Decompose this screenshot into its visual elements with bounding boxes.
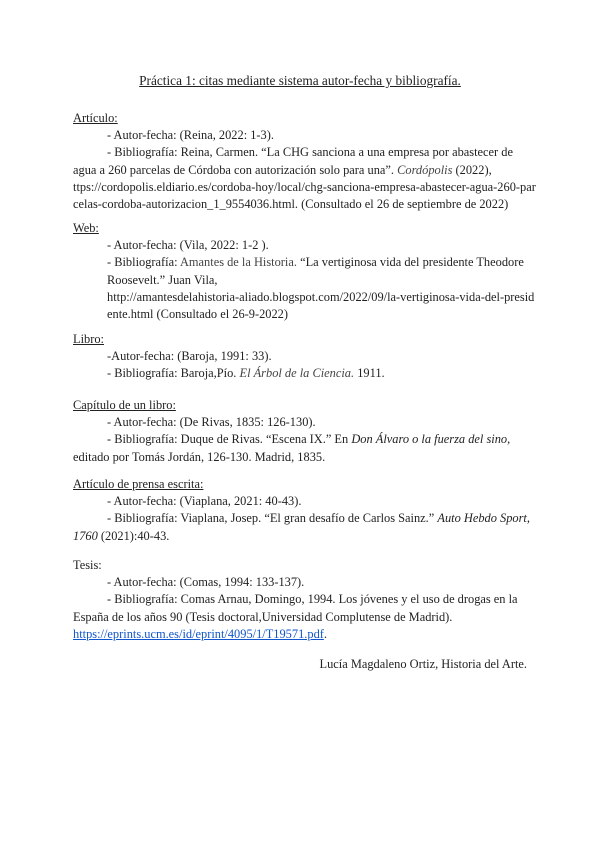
citation-bibliography: [73, 510, 528, 527]
section-tesis: [73, 557, 528, 643]
citation-author-date: -Autor-fecha: (Baroja, 1991: 33).: [107, 349, 272, 364]
citation-author-date: - Autor-fecha: (Comas, 1994: 133-137).: [107, 575, 305, 590]
section-heading: Libro:: [73, 332, 104, 346]
bib-text: - Bibliografía: Duque de Rivas. “Escena IX.” En: [107, 432, 349, 447]
citation-bibliography: [73, 144, 528, 178]
bib-journal: Auto Hebdo Sport,: [437, 511, 530, 526]
bib-punct: .: [323, 626, 327, 641]
bib-book-title: Don Álvaro o la fuerza del sino: [351, 432, 508, 447]
section-heading: Web:: [73, 221, 99, 235]
bib-site: Amantes de la Historia.: [179, 255, 297, 270]
bib-issue: 1760: [73, 528, 98, 543]
bib-text: - Bibliografía:: [107, 255, 178, 270]
citation-bibliography: [73, 254, 528, 271]
bib-link-line: [73, 626, 528, 643]
bib-title: “La vertiginosa vida del presidente Theodore: [300, 255, 524, 270]
bib-punct: ,: [507, 432, 511, 447]
section-heading: Artículo:: [73, 111, 118, 125]
section-capitulo: [73, 397, 528, 466]
citation-author-date: - Autor-fecha: (Vila, 2022: 1-2 ).: [107, 238, 269, 253]
section-heading: Capítulo de un libro:: [73, 398, 176, 412]
section-articulo: [73, 110, 536, 213]
bib-book-title: El Árbol de la Ciencia.: [239, 366, 355, 381]
section-libro: [73, 331, 528, 383]
bib-continuation: Roosevelt.” Juan Vila,: [107, 272, 218, 287]
bib-continuation: [73, 528, 528, 545]
citation-author-date: - Autor-fecha: (De Rivas, 1835: 126-130).: [107, 415, 316, 430]
bib-pages: (2021):40-43.: [100, 528, 170, 543]
bib-text: - Bibliografía: Viaplana, Josep. “El gran desafío de Carlos Sainz.”: [107, 511, 435, 526]
citation-bibliography: [73, 365, 528, 382]
bib-url-line: http://amantesdelahistoria-aliado.blogspot.com/2022/09/la-vertiginosa-vida-del-presid: [107, 289, 535, 304]
bib-url-line: ente.html (Consultado el 26-9-2022): [107, 307, 289, 322]
section-web: [73, 220, 535, 323]
section-prensa: [73, 476, 528, 545]
citation-author-date: - Autor-fecha: (Reina, 2022: 1-3).: [107, 128, 274, 143]
bib-continuation: editado por Tomás Jordán, 126-130. Madrid, 1835.: [73, 449, 326, 464]
citation-bibliography: [73, 431, 528, 448]
bib-text: - Bibliografía: Reina, Carmen. “La CHG sanciona a una empresa por abastecer de agua a 260 parcelas de Córdoba con autorización solo para una”.: [73, 145, 513, 177]
bib-url-line: celas-cordoba-autorizacion_1_9554036.html. (Consultado el 26 de septiembre de 2022): [73, 197, 509, 212]
bib-year: (2022),: [455, 162, 492, 177]
bib-text: - Bibliografía: Baroja,Pío.: [107, 366, 237, 381]
bib-year: 1911.: [357, 366, 385, 381]
section-heading: Artículo de prensa escrita:: [73, 477, 204, 491]
bib-continuation: España de los años 90 (Tesis doctoral,Universidad Complutense de Madrid).: [73, 609, 453, 624]
bib-url-line: ttps://cordopolis.eldiario.es/cordoba-hoy/local/chg-sanciona-empresa-abastecer-agua-260-par: [73, 179, 536, 194]
bib-journal: Cordópolis: [397, 162, 453, 177]
author-signature: Lucía Magdaleno Ortiz, Historia del Arte.: [319, 657, 527, 671]
citation-bibliography: - Bibliografía: Comas Arnau, Domingo, 1994. Los jóvenes y el uso de drogas en la: [107, 592, 518, 607]
page-title: Práctica 1: citas mediante sistema autor-fecha y bibliografía.: [139, 73, 461, 88]
section-heading: Tesis:: [73, 558, 102, 572]
thesis-link[interactable]: https://eprints.ucm.es/id/eprint/4095/1/T19571.pdf: [73, 626, 324, 641]
citation-author-date: - Autor-fecha: (Viaplana, 2021: 40-43).: [107, 494, 302, 509]
